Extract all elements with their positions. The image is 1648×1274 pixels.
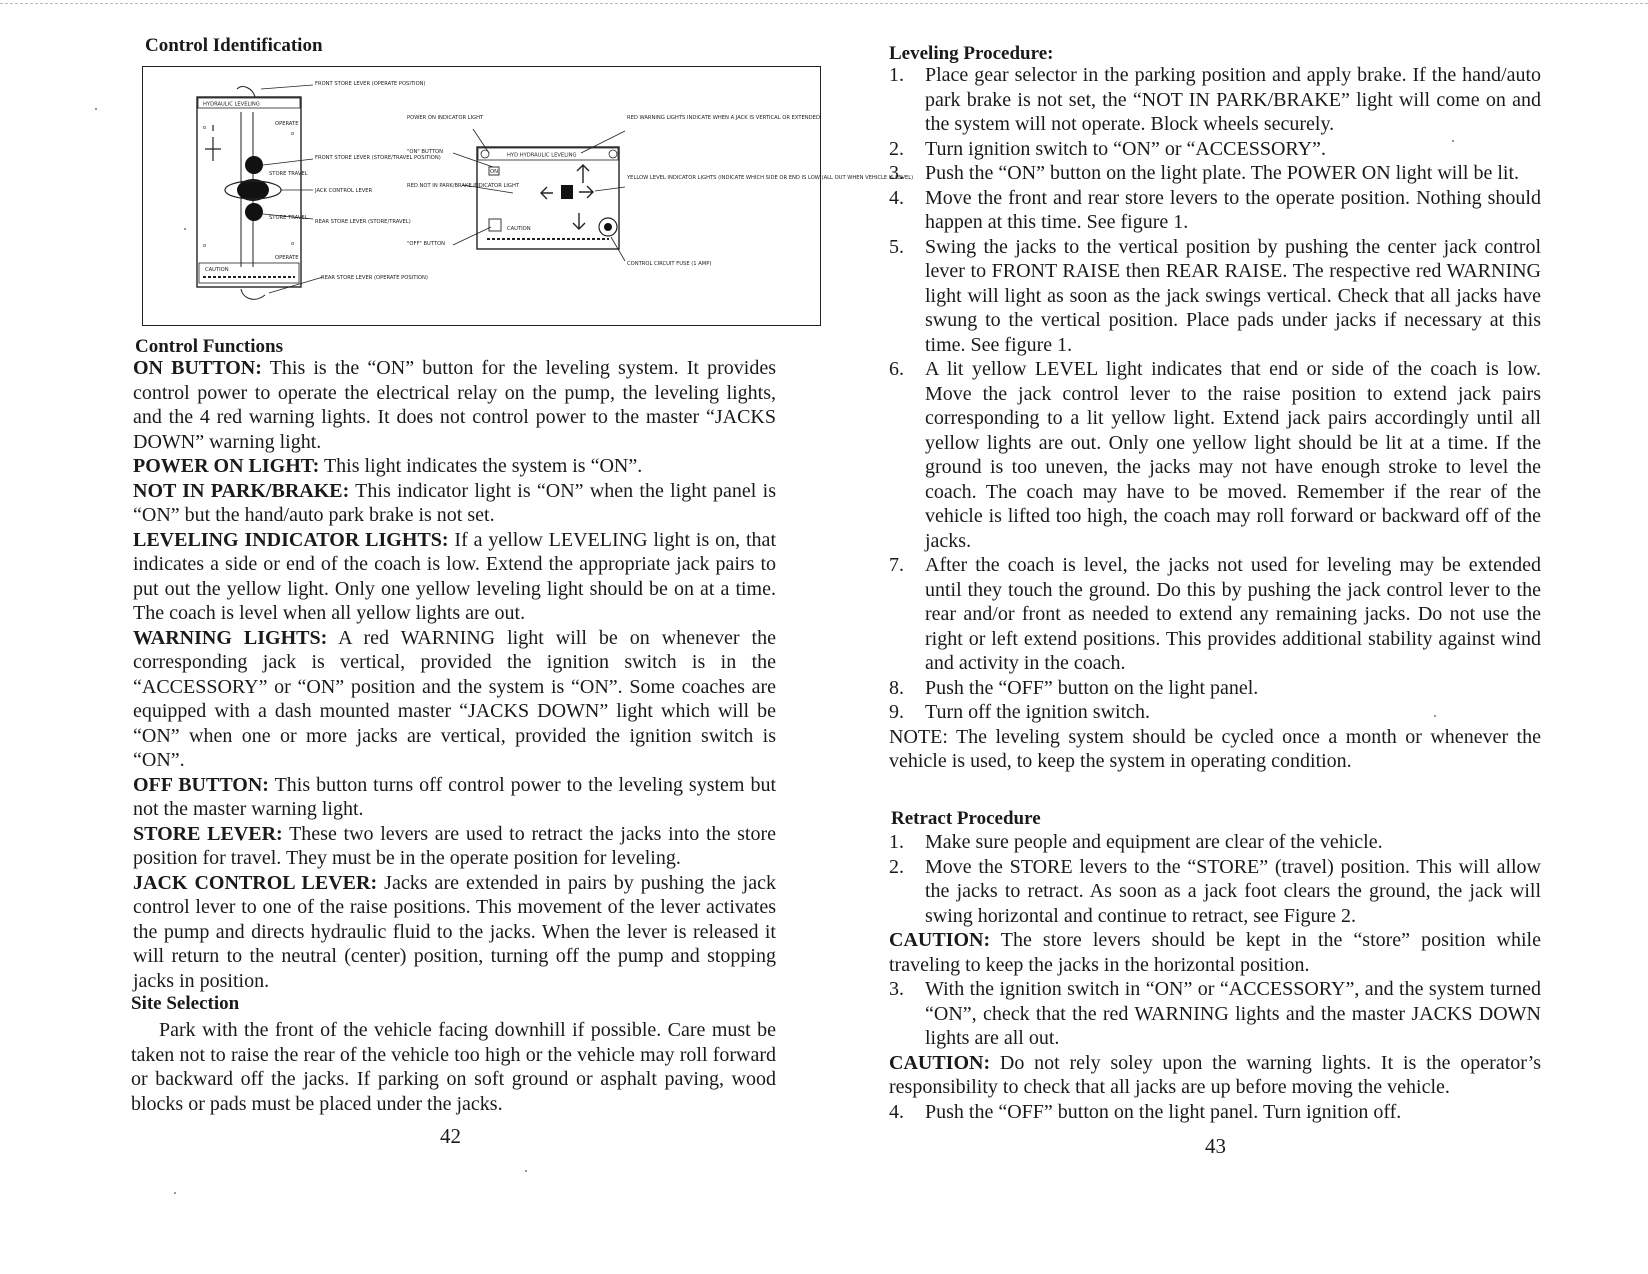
operate-label-top: OPERATE bbox=[275, 121, 299, 127]
function-store-lever: STORE LEVER: These two levers are used to retract the jacks into the store position for travel. They must be in the operate position for leveling. bbox=[133, 822, 776, 869]
callout-rear-store-travel: REAR STORE LEVER (STORE/TRAVEL) bbox=[315, 219, 411, 225]
right-arrow-symbol bbox=[579, 186, 593, 198]
scan-speck bbox=[184, 228, 186, 230]
callout-yellow-level: YELLOW LEVEL INDICATOR LIGHTS (INDICATE WHICH SIDE OR END IS LOW (ALL OUT WHEN VEHICLE IS LEVEL) bbox=[627, 175, 914, 181]
callout-control-fuse: CONTROL CIRCUIT FUSE (1 AMP) bbox=[627, 261, 712, 267]
page-number-left: 42 bbox=[440, 1124, 461, 1148]
callout-red-park: RED NOT IN PARK/BRAKE INDICATOR LIGHT bbox=[407, 183, 520, 189]
leveling-step: 3. Push the “ON” button on the light plate. The POWER ON light will be lit. bbox=[889, 162, 1520, 184]
control-panel-diagram bbox=[143, 67, 914, 325]
rear-lever-arc bbox=[241, 289, 265, 299]
front-arrow-symbol bbox=[577, 165, 589, 183]
function-jack-control-lever: JACK CONTROL LEVER: Jacks are extended in pairs by pushing the jack control lever to one of the raise positions. This movement of the lever activates the pump and directs hydraulic fluid to the jacks. When the lever is released it will return to the neutral (center) position, turning off the pump and stopping jacks in position. bbox=[133, 871, 776, 992]
function-on-button: ON BUTTON: This is the “ON” button for the leveling system. It provides control power to operate the electrical relay on the pump, the leveling lights, and the 4 red warning lights. It does not control power to the master “JACKS DOWN” warning light. bbox=[133, 357, 776, 453]
off-button-key bbox=[489, 219, 501, 231]
callout-power-on: POWER ON INDICATOR LIGHT bbox=[407, 115, 484, 121]
site-selection-text: Park with the front of the vehicle facing downhill if possible. Care must be taken not to raise the rear of the vehicle too high or the vehicle may roll forward or backward off the jacks. If parking on soft ground or asphalt paving, wood blocks or pads must be placed under the jacks. bbox=[131, 1019, 776, 1115]
light-panel-title: HYD HYDRAULIC LEVELING bbox=[507, 152, 577, 159]
rear-store-knob bbox=[245, 203, 263, 221]
front-store-knob bbox=[245, 156, 263, 174]
retract-step: 2. Move the STORE levers to the “STORE” (travel) position. This will allow the jacks to retract. As soon as a jack foot clears the ground, the jack will swing horizontal and continue to retract, see Figure 2. bbox=[889, 855, 1541, 927]
leveling-step: 9. Turn off the ignition switch. bbox=[889, 701, 1151, 723]
store-travel-label-2: STORE TRAVEL bbox=[269, 215, 308, 221]
scan-speck bbox=[1434, 715, 1436, 717]
scan-top-edge bbox=[0, 3, 1648, 4]
caution-label-left: CAUTION bbox=[205, 267, 229, 273]
leveling-note: NOTE: The leveling system should be cycled once a month or whenever the vehicle is used, to keep the system in operating condition. bbox=[889, 725, 1541, 772]
coach-symbol bbox=[561, 185, 573, 199]
function-not-in-park: NOT IN PARK/BRAKE: This indicator light is “ON” when the light panel is “ON” but the hand/auto park brake is not set. bbox=[133, 479, 776, 526]
lever-panel-title: HYDRAULIC LEVELING bbox=[203, 101, 260, 108]
retract-caution-1: CAUTION: The store levers should be kept in the “store” position while traveling to keep the jacks in the horizontal position. bbox=[889, 929, 1541, 976]
scan-speck bbox=[1452, 140, 1454, 142]
leveling-step: 6. A lit yellow LEVEL light indicates that end or side of the coach is low. Move the jack control lever to the raise position to extend jack pairs corresponding to a lit yellow light. Extend jack pairs accordingly until all yellow lights are out. Only one yellow light should be lit at a time. If the ground is too uneven, the jacks may not have enough stroke to level the coach. The coach may have to be moved. Remember if the rear of the vehicle is lifted too high, the coach may roll forward or backward off of the jacks. bbox=[889, 358, 1541, 552]
left-arrow-symbol bbox=[541, 187, 553, 199]
scan-speck bbox=[95, 108, 97, 110]
retract-step: 4. Push the “OFF” button on the light panel. Turn ignition off. bbox=[889, 1100, 1402, 1123]
operate-label-bottom: OPERATE bbox=[275, 255, 299, 261]
retract-procedure-title: Retract Procedure bbox=[891, 808, 1041, 829]
leveling-steps bbox=[889, 63, 1541, 774]
panel-circle-a: o bbox=[203, 125, 207, 131]
callout-front-store-operate: FRONT STORE LEVER (OPERATE POSITION) bbox=[315, 81, 426, 87]
retract-step: 1. Make sure people and equipment are clear of the vehicle. bbox=[889, 831, 1383, 853]
retract-caution-2: CAUTION: Do not rely soley upon the warning lights. It is the operator’s responsibility to check that all jacks are up before moving the vehicle. bbox=[889, 1051, 1541, 1098]
leveling-step: 7. After the coach is level, the jacks not used for leveling may be extended until they touch the ground. Do this by pushing the jack control lever to the rear and/or front as needed to extend any remaining jacks. Do not use the right or left extend positions. This provides additional stability against wind and activity in the coach. bbox=[889, 554, 1541, 674]
on-key-text: ON bbox=[490, 169, 498, 175]
front-lever-arc bbox=[237, 87, 255, 97]
site-selection-title: Site Selection bbox=[131, 993, 240, 1014]
callout-off-button: "OFF" BUTTON bbox=[407, 241, 446, 247]
function-power-on-light: POWER ON LIGHT: This light indicates the system is “ON”. bbox=[133, 455, 643, 477]
leveling-step: 1. Place gear selector in the parking position and apply brake. If the hand/auto park brake is not set, the “NOT IN PARK/BRAKE” light will come on and the system will not operate. Block wheels securely. bbox=[889, 64, 1541, 135]
control-identification-figure bbox=[142, 66, 914, 326]
scan-speck bbox=[174, 1192, 176, 1194]
page-number-right: 43 bbox=[1205, 1134, 1226, 1158]
figure-title: Control Identification bbox=[145, 35, 323, 56]
function-leveling-lights: LEVELING INDICATOR LIGHTS: If a yellow LEVELING light is on, that indicates a side or end of the coach is low. Extend the appropriate jack pairs to put out the yellow light. Only one yellow leveling light should be on at a time. The coach is level when all yellow lights are out. bbox=[133, 528, 776, 624]
leveling-step: 8. Push the “OFF” button on the light panel. bbox=[889, 676, 1259, 699]
leveling-step: 4. Move the front and rear store levers to the operate position. Nothing should happen at this time. See figure 1. bbox=[889, 186, 1541, 233]
function-warning-lights: WARNING LIGHTS: A red WARNING light will be on whenever the corresponding jack is vertical, provided the ignition switch is in the “ACCESSORY” or “ON” position and the system is “ON”. Some coaches are equipped with a dash mounted master “JACKS DOWN” light which will be “ON” when one or more jacks are vertical, provided the ignition switch is “ON”. bbox=[133, 626, 776, 771]
svg-text:o: o bbox=[291, 241, 295, 247]
leveling-step: 2. Turn ignition switch to “ON” or “ACCESSORY”. bbox=[889, 137, 1326, 160]
retract-steps bbox=[889, 830, 1541, 1124]
control-functions-title: Control Functions bbox=[135, 336, 283, 357]
retract-step: 3. With the ignition switch in “ON” or “ACCESSORY”, and the system turned “ON”, check that the red WARNING lights and the master JACKS DOWN lights are all out. bbox=[889, 978, 1541, 1049]
jack-direction-symbol bbox=[205, 125, 221, 161]
caution-plate-left bbox=[199, 263, 299, 283]
rear-arrow-symbol bbox=[573, 213, 585, 229]
svg-text:o: o bbox=[291, 131, 295, 137]
svg-text:o: o bbox=[203, 243, 207, 249]
light-panel-outline bbox=[477, 147, 619, 249]
callout-on-button: "ON" BUTTON bbox=[407, 149, 443, 155]
leveling-procedure-title: Leveling Procedure: bbox=[889, 43, 1054, 64]
caution-label-right: CAUTION bbox=[507, 226, 531, 232]
function-off-button: OFF BUTTON: This button turns off control power to the leveling system but not the master warning light. bbox=[133, 773, 776, 820]
scan-speck bbox=[525, 1170, 527, 1172]
callout-rear-store-operate: REAR STORE LEVER (OPERATE POSITION) bbox=[321, 275, 428, 281]
callout-front-store-travel: FRONT STORE LEVER (STORE/TRAVEL POSITION) bbox=[315, 155, 441, 161]
store-travel-label-1: STORE TRAVEL bbox=[269, 171, 308, 177]
control-functions-list bbox=[133, 356, 776, 993]
callout-jack-control: JACK CONTROL LEVER bbox=[315, 188, 373, 194]
callout-red-warning: RED WARNING LIGHTS INDICATE WHEN A JACK IS VERTICAL OR EXTENDED bbox=[627, 115, 820, 121]
leveling-step: 5. Swing the jacks to the vertical position by pushing the center jack control lever to FRONT RAISE then REAR RAISE. The respective red WARNING light will light as soon as the jack swings vertical. Check that all jacks have swung to the vertical position. Place pads under jacks if necessary at this time. See figure 1. bbox=[889, 235, 1541, 356]
